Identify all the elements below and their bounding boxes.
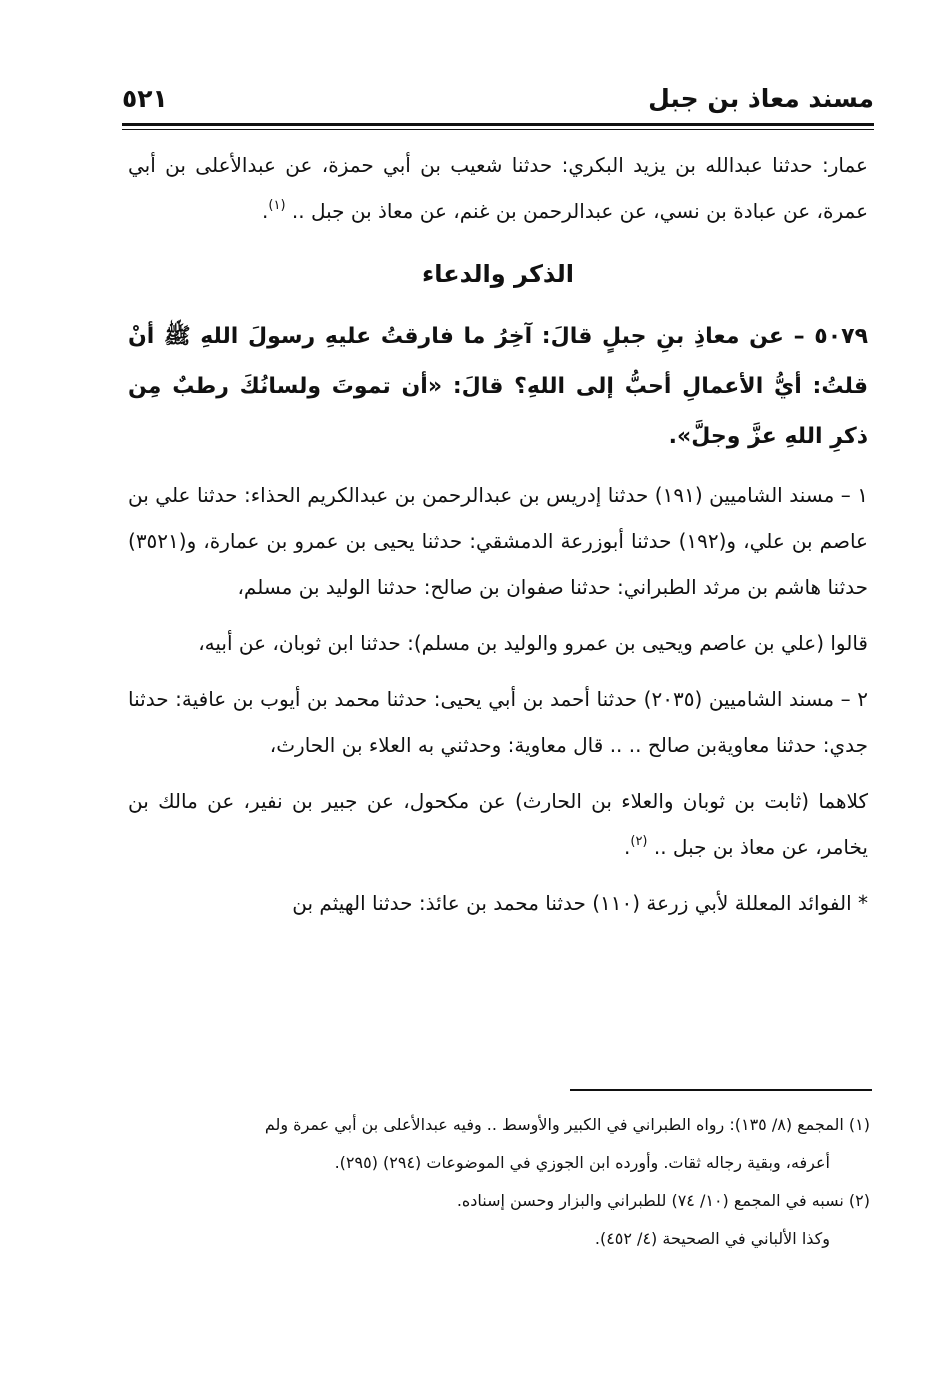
- footnote-1-line-2: أعرفه، وبقية رجاله ثقات. وأورده ابن الجوزي في الموضوعات (٢٩٤) (٢٩٥).: [334, 1153, 830, 1172]
- takhrij-2: ٢ – مسند الشاميين (٢٠٣٥) حدثنا أحمد بن أبي يحيى: حدثنا محمد بن أيوب بن عافية: حدثنا جدي: حدثنا معاويةبن صالح .. .. قال معاوية: وحدثني به العلاء بن الحارث،: [128, 687, 868, 757]
- footnote-ref-1: (١): [268, 198, 286, 213]
- page-number: ٥٢١: [122, 84, 168, 113]
- header-rule-thick: [122, 123, 874, 126]
- takhrij-1b: قالوا (علي بن عاصم ويحيى بن عمرو والوليد بن مسلم): حدثنا ابن ثوبان، عن أبيه،: [198, 631, 868, 655]
- footnote-separator: [570, 1089, 872, 1091]
- takhrij-2b-text: كلاهما (ثابت بن ثوبان والعلاء بن الحارث) عن مكحول، عن جبير بن نفير، عن مالك بن يخامر، عن معاذ بن جبل ..: [128, 789, 868, 859]
- takhrij-2b: كلاهما (ثابت بن ثوبان والعلاء بن الحارث) عن مكحول، عن جبير بن نفير، عن مالك بن يخامر، عن معاذ بن جبل .. $^{(٢)}$.: [128, 789, 868, 859]
- footnote-ref-2: (٢): [630, 834, 648, 849]
- intro-text: عمار: حدثنا عبدالله بن يزيد البكري: حدثنا شعيب بن أبي حمزة، عن عبدالأعلى بن أبي عمرة، عن عبادة بن نسي، عن عبدالرحمن بن غنم، عن معاذ بن جبل ..: [128, 153, 868, 223]
- hadith-5079: ٥٠٧٩ – عن معاذِ بنِ جبلٍ قالَ: آخِرُ ما فارقتُ عليهِ رسولَ اللهِ ﷺ أنْ قلتُ: أيُّ الأعمالِ أحبُّ إلى اللهِ؟ قالَ: «أن تموتَ ولسانُكَ رطبٌ مِن ذكرِ اللهِ عزَّ وجلَّ».: [128, 324, 868, 449]
- footnotes: [128, 1106, 870, 1258]
- running-title: مسند معاذ بن جبل: [648, 84, 874, 113]
- takhrij-3: * الفوائد المعللة لأبي زرعة (١١٠) حدثنا محمد بن عائذ: حدثنا الهيثم بن: [292, 891, 868, 915]
- header-rule-thin: [122, 129, 874, 130]
- footnote-2-line-2: وكذا الألباني في الصحيحة (٤/ ٤٥٢).: [594, 1229, 830, 1248]
- section-heading: الذكر والدعاء: [421, 260, 575, 288]
- footnote-1-line-1: (١) المجمع (٨/ ١٣٥): رواه الطبراني في الكبير والأوسط .. وفيه عبدالأعلى بن أبي عمرة ولم: [264, 1115, 870, 1134]
- main-text: [128, 142, 868, 926]
- footnote-2-line-1: (٢) نسبه في المجمع (١٠/ ٧٤) للطبراني والبزار وحسن إسناده.: [456, 1191, 870, 1210]
- page-header: [122, 80, 874, 120]
- takhrij-1: ١ – مسند الشاميين (١٩١) حدثنا إدريس بن عبدالرحمن بن عبدالكريم الحذاء: حدثنا علي بن عاصم بن علي، و(١٩٢) حدثنا أبوزرعة الدمشقي: حدثنا يحيى بن عمرو بن عمارة، و(٣٥٢١) حدثنا هاشم بن مرثد الطبراني: حدثنا صفوان بن صالح: حدثنا الوليد بن مسلم،: [128, 483, 868, 599]
- intro-paragraph: عمار: حدثنا عبدالله بن يزيد البكري: حدثنا شعيب بن أبي حمزة، عن عبدالأعلى بن أبي عمرة، عن عبادة بن نسي، عن عبدالرحمن بن غنم، عن معاذ بن جبل .. $^{(١)}$.: [128, 153, 868, 223]
